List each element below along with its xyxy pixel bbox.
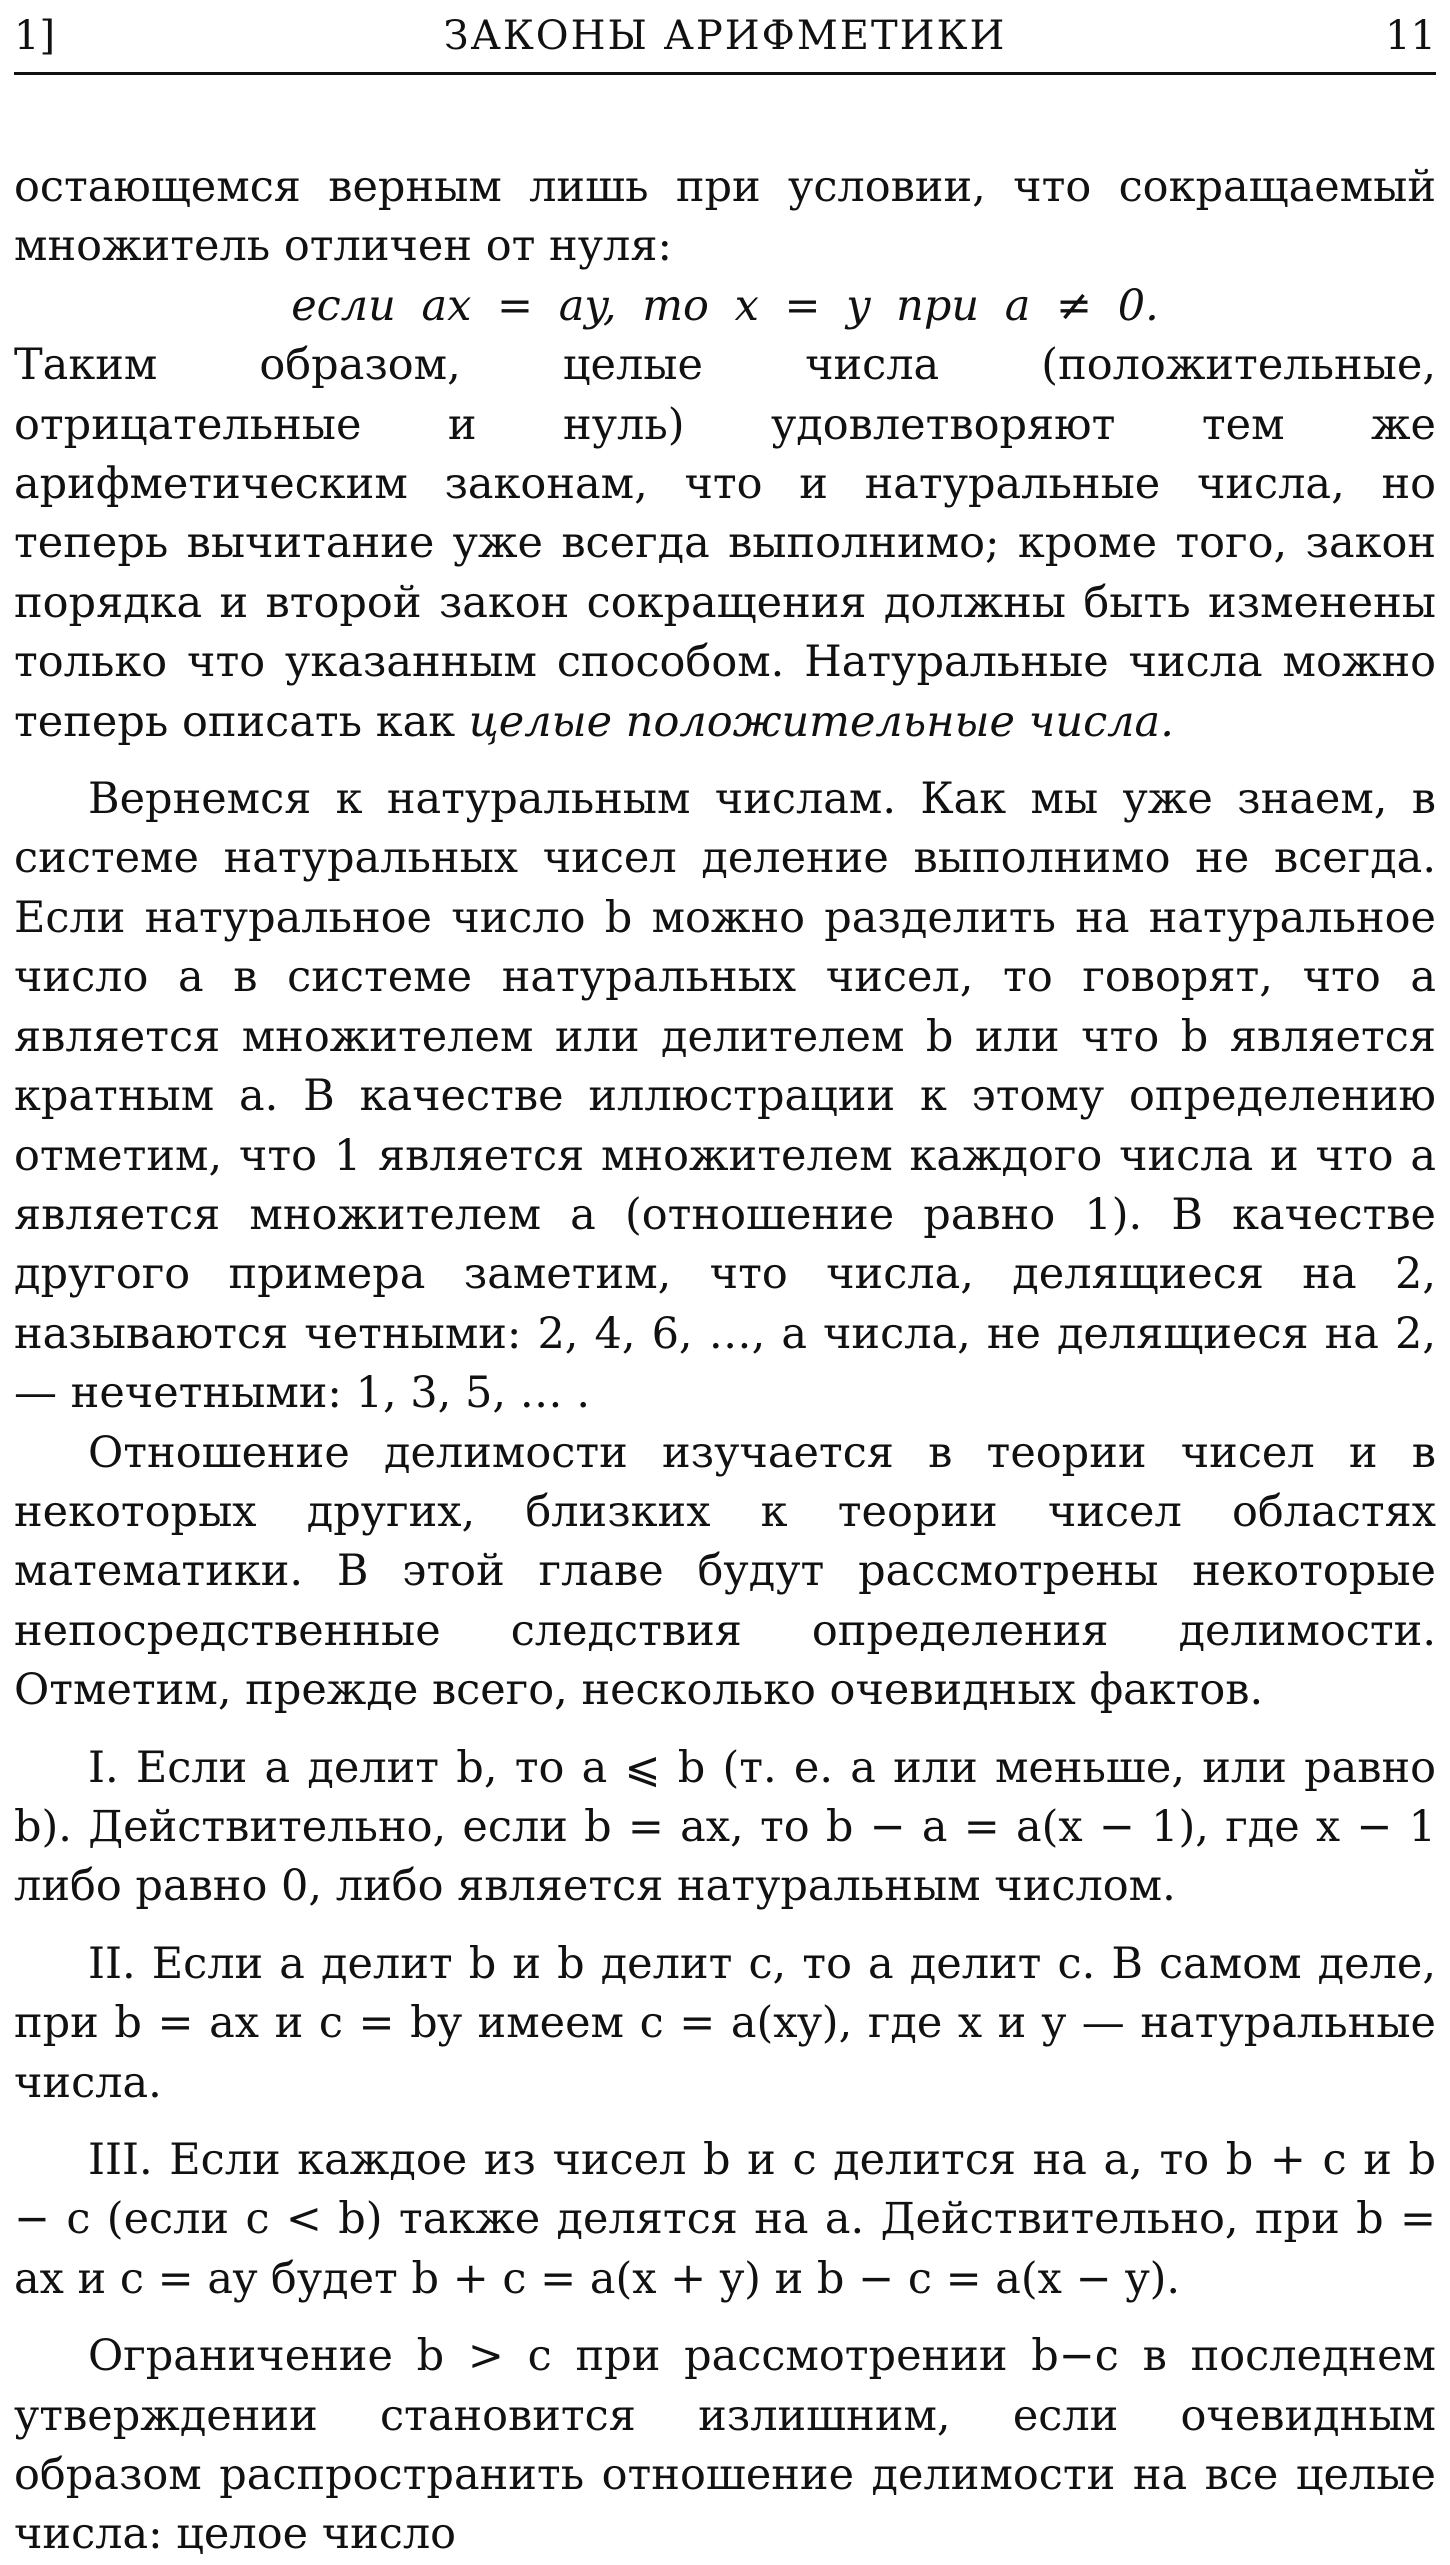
cancellation-formula: если ax = ay, то x = y при a ≠ 0.	[291, 280, 1159, 331]
page-header	[14, 0, 1436, 75]
paragraph-integers-text: Таким образом, целые числа (положительные, отрицательные и нуль) удовлетворяют тем же арифметическим законам, что и натуральные числа, но теперь вычитание уже всегда выполнимо; кроме того, закон порядка и второй закон сокращения должны быть изменены только что указанным способом. Натуральные числа можно теперь описать как	[14, 340, 1436, 747]
paragraph-integers	[14, 336, 1436, 752]
paragraph-divisibility: Вернемся к натуральным числам. Как мы уже знаем, в системе натуральных чисел деление выполнимо не всегда. Если натуральное число b можно разделить на натуральное число a в системе натуральных чисел, то говорят, что a является множителем или делителем b или что b является кратным a. В качестве иллюстрации к этому определению отметим, что 1 является множителем каждого числа и что a является множителем a (отношение равно 1). В качестве другого примера заметим, что числа, делящиеся на 2, называются четными: 2, 4, 6, …, а числа, не делящиеся на 2, — нечетными: 1, 3, 5, … .	[14, 774, 1436, 1419]
chapter-number: 1]	[14, 13, 56, 59]
fact-one: I. Если a делит b, то a ⩽ b (т. е. a или меньше, или равно b). Действительно, если b = ax, то b − a = a(x − 1), где x − 1 либо равно 0, либо является натуральным числом.	[14, 1742, 1436, 1912]
paragraph-integers-emphasis: целые положительные числа.	[468, 696, 1174, 747]
page-number: 11	[1385, 13, 1436, 59]
running-title: ЗАКОНЫ АРИФМЕТИКИ	[443, 13, 1007, 59]
book-page	[14, 0, 1436, 2560]
paragraph-number-theory: Отношение делимости изучается в теории чисел и в некоторых других, близких к теории чисел областях математики. В этой главе будут рассмотрены некоторые непосредственные следствия определения делимости. Отметим, прежде всего, несколько очевидных фактов.	[14, 1427, 1436, 1716]
paragraph-continuation: остающемся верным лишь при условии, что сокращаемый множитель отличен от нуля:	[14, 162, 1436, 272]
paragraph-restriction: Ограничение b > c при рассмотрении b−c в последнем утверждении становится излишним, если очевидным образом распространить отношение делимости на все целые числа: целое число	[14, 2331, 1436, 2560]
fact-two: II. Если a делит b и b делит c, то a делит c. В самом деле, при b = ax и c = by имеем c = a(xy), где x и y — натуральные числа.	[14, 1938, 1436, 2108]
fact-three: III. Если каждое из чисел b и c делится на a, то b + c и b − c (если c < b) также делятся на a. Действительно, при b = ax и c = ay будет b + c = a(x + y) и b − c = a(x − y).	[14, 2135, 1436, 2304]
page-body	[14, 158, 1436, 2565]
